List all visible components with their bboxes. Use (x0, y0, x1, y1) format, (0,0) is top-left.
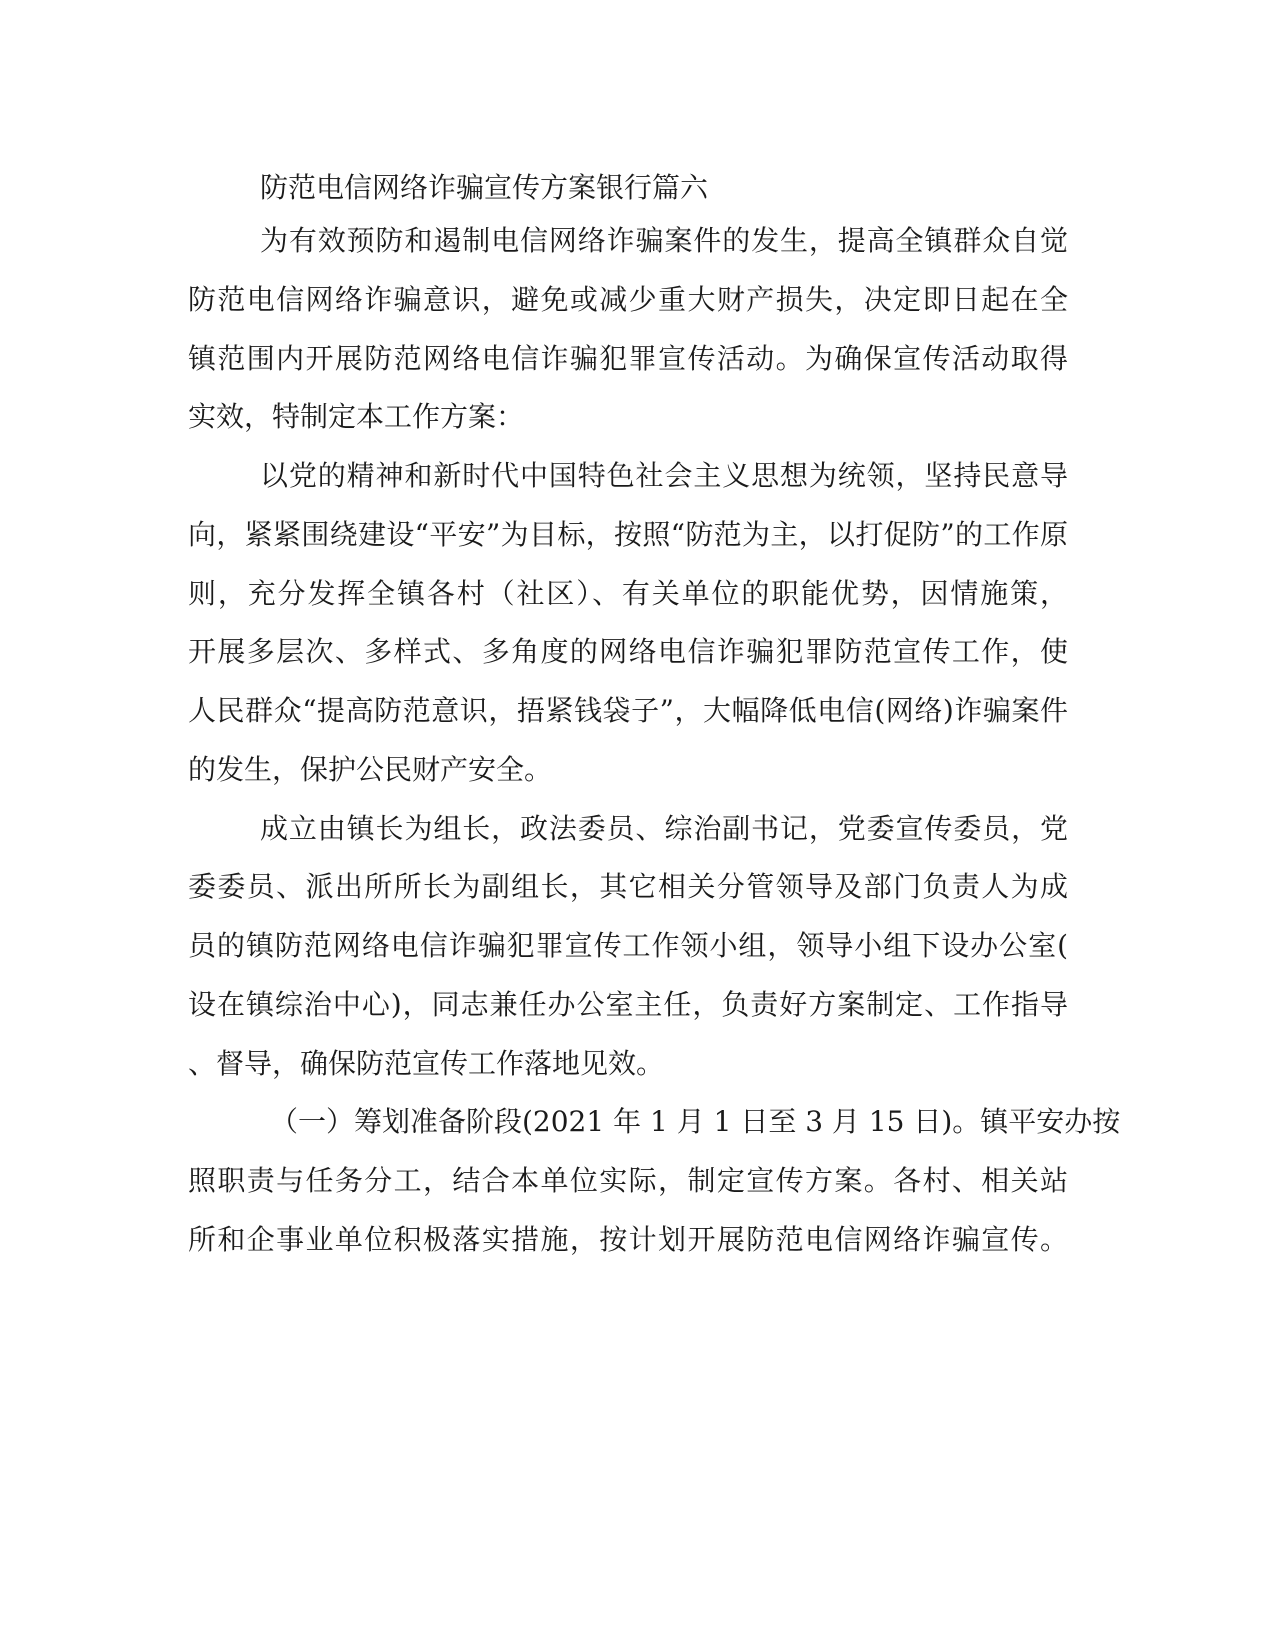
paragraph-3-line-3: 员的镇防范网络电信诈骗犯罪宣传工作领小组，领导小组下设办公室( (188, 929, 1068, 962)
paragraph-2-line-6: 的发生，保护公民财产安全。 (188, 753, 553, 786)
paragraph-2-line-5: 人民群众“提高防范意识，捂紧钱袋子”，大幅降低电信(网络)诈骗案件 (188, 694, 1068, 727)
paragraph-3-line-2: 委委员、派出所所长为副组长，其它相关分管领导及部门负责人为成 (188, 870, 1068, 903)
paragraph-3-line-4: 设在镇综治中心)，同志兼任办公室主任，负责好方案制定、工作指导 (188, 988, 1068, 1021)
paragraph-4-line-3: 所和企事业单位积极落实措施，按计划开展防范电信网络诈骗宣传。 (188, 1223, 1068, 1256)
paragraph-4-line-2: 照职责与任务分工，结合本单位实际，制定宣传方案。各村、相关站 (188, 1164, 1068, 1197)
paragraph-3-line-1: 成立由镇长为组长，政法委员、综治副书记，党委宣传委员，党 (260, 812, 1068, 845)
paragraph-1-line-4: 实效，特制定本工作方案： (188, 400, 525, 433)
paragraph-3-line-5: 、督导，确保防范宣传工作落地见效。 (188, 1047, 665, 1080)
paragraph-2-line-4: 开展多层次、多样式、多角度的网络电信诈骗犯罪防范宣传工作，使 (188, 635, 1068, 668)
document-title: 防范电信网络诈骗宣传方案银行篇六 (260, 171, 709, 204)
paragraph-2-line-2: 向，紧紧围绕建设“平安”为目标，按照“防范为主，以打促防”的工作原 (188, 518, 1068, 551)
paragraph-1-line-2: 防范电信网络诈骗意识，避免或减少重大财产损失，决定即日起在全 (188, 283, 1068, 316)
paragraph-1-line-3: 镇范围内开展防范网络电信诈骗犯罪宣传活动。为确保宣传活动取得 (188, 342, 1068, 375)
paragraph-2-line-3: 则，充分发挥全镇各村（社区）、有关单位的职能优势，因情施策， (188, 577, 1068, 610)
paragraph-4-line-1: （一）筹划准备阶段(2021 年 1 月 1 日至 3 月 15 日)。镇平安办按 (270, 1105, 1121, 1138)
paragraph-1-line-1: 为有效预防和遏制电信网络诈骗案件的发生，提高全镇群众自觉 (260, 224, 1068, 257)
paragraph-2-line-1: 以党的精神和新时代中国特色社会主义思想为统领，坚持民意导 (260, 459, 1068, 492)
